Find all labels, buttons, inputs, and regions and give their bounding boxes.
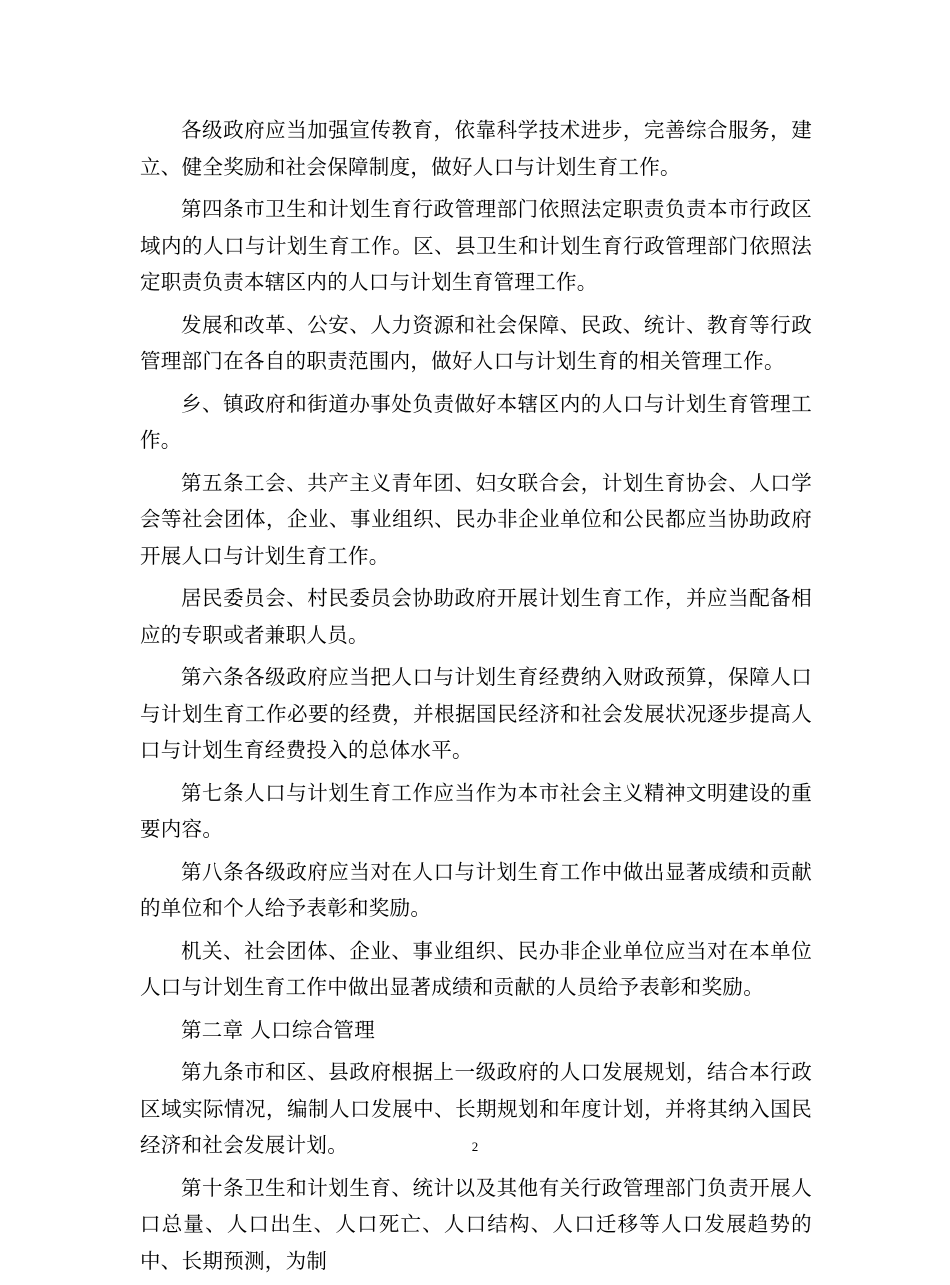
paragraph-4: 乡、镇政府和街道办事处负责做好本辖区内的人口与计划生育管理工作。: [140, 391, 812, 452]
paragraph-6: 居民委员会、村民委员会协助政府开展计划生育工作，并应当配备相应的专职或者兼职人员。: [140, 586, 812, 647]
paragraph-3: 发展和改革、公安、人力资源和社会保障、民政、统计、教育等行政管理部门在各自的职责范围内，做好人口与计划生育的相关管理工作。: [140, 312, 812, 373]
page-number: 2: [471, 1139, 479, 1154]
article-6-paragraph: 第六条各级政府应当把人口与计划生育经费纳入财政预算，保障人口与计划生育工作必要的经费，并根据国民经济和社会发展状况逐步提高人口与计划生育经费投入的总体水平。: [140, 665, 812, 762]
article-5-paragraph: 第五条工会、共产主义青年团、妇女联合会，计划生育协会、人口学会等社会团体，企业、事业组织、民办非企业单位和公民都应当协助政府开展人口与计划生育工作。: [140, 470, 812, 568]
document-body: [140, 112, 812, 1285]
article-9-paragraph: 第九条市和区、县政府根据上一级政府的人口发展规划，结合本行政区域实际情况，编制人口发展中、长期规划和年度计划，并将其纳入国民经济和社会发展计划。: [140, 1060, 812, 1157]
paragraph-1: 各级政府应当加强宣传教育，依靠科学技术进步，完善综合服务，建立、健全奖励和社会保障制度，做好人口与计划生育工作。: [140, 118, 812, 179]
chapter-2-heading: 第二章 人口综合管理: [181, 1017, 376, 1042]
article-8-paragraph: 第八条各级政府应当对在人口与计划生育工作中做出显著成绩和贡献的单位和个人给予表彰和奖励。: [140, 859, 812, 920]
article-7-paragraph: 第七条人口与计划生育工作应当作为本市社会主义精神文明建设的重要内容。: [140, 780, 812, 841]
article-10-paragraph: 第十条卫生和计划生育、统计以及其他有关行政管理部门负责开展人口总量、人口出生、人口死亡、人口结构、人口迁移等人口发展趋势的中、长期预测，为制: [140, 1175, 812, 1273]
article-4-paragraph: 第四条市卫生和计划生育行政管理部门依照法定职责负责本市行政区域内的人口与计划生育工作。区、县卫生和计划生育行政管理部门依照法定职责负责本辖区内的人口与计划生育管理工作。: [140, 197, 812, 294]
paragraph-10: 机关、社会团体、企业、事业组织、民办非企业单位应当对在本单位人口与计划生育工作中做出显著成绩和贡献的人员给予表彰和奖励。: [140, 938, 812, 999]
